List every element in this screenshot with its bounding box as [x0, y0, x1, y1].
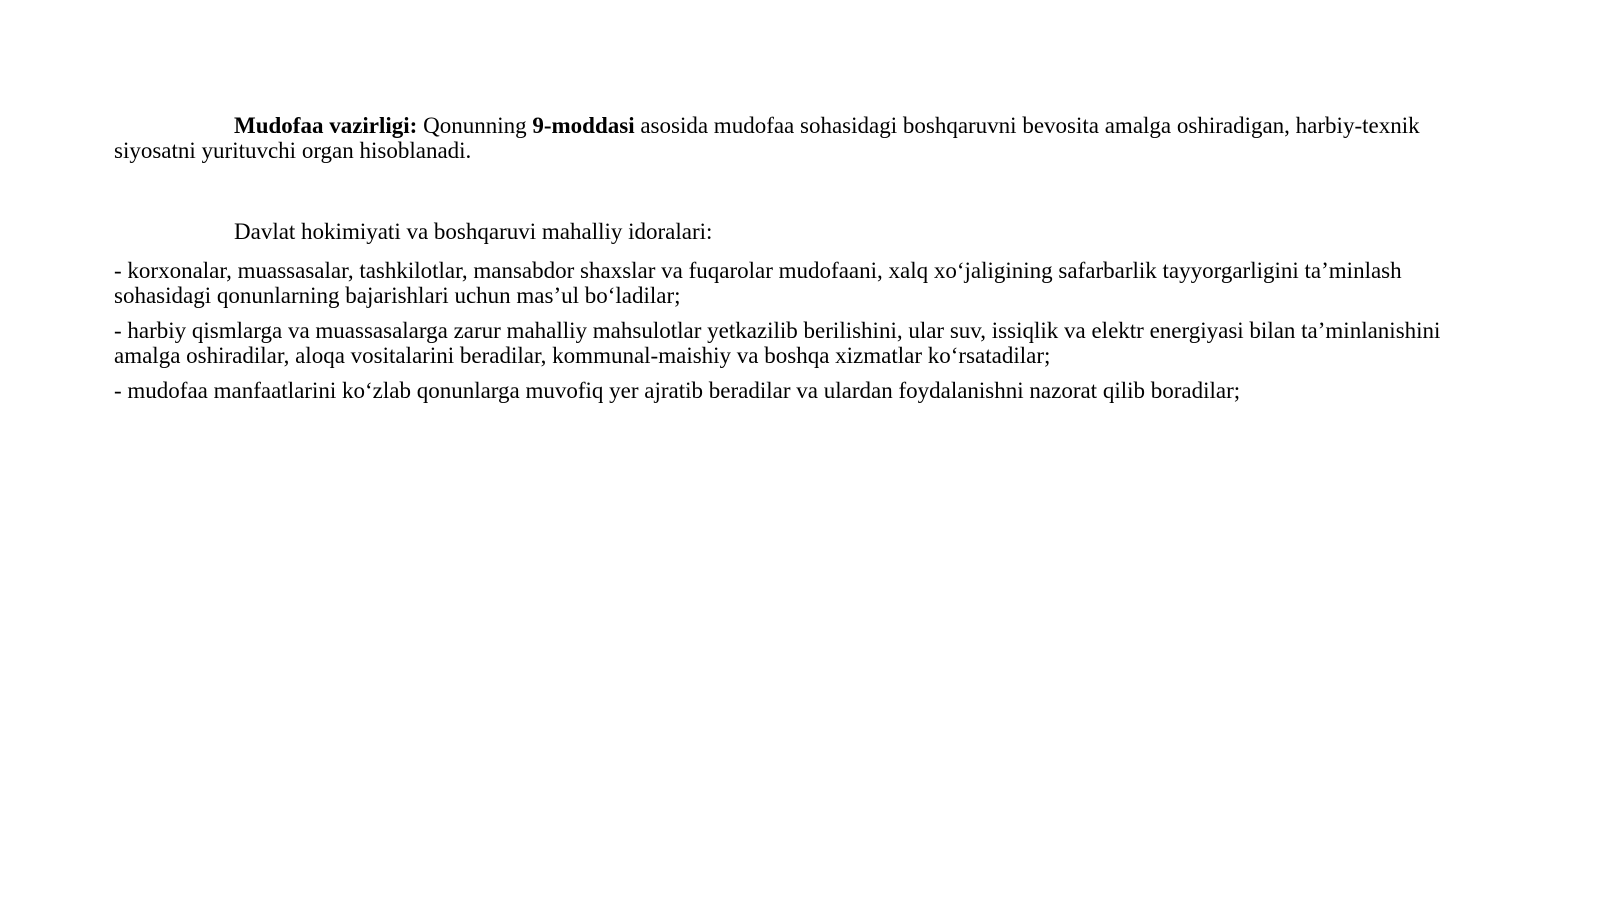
list-item: - harbiy qismlarga va muassasalarga zarur mahalliy mahsulotlar yetkazilib berilishini, ular suv, issiqlik va elektr energiyasi bilan ta’minlanishini amalga oshiradilar, aloqa vositalarini beradilar, kommunal-maishiy va boshqa xizmatlar ko‘rsatadilar;	[114, 318, 1441, 368]
article-reference: 9-moddasi	[532, 113, 635, 138]
paragraph-ministry-of-defense	[114, 113, 1484, 163]
list-item: - korxonalar, muassasalar, tashkilotlar, mansabdor shaxslar va fuqarolar mudofaani, xalq xo‘jaligining safarbarlik tayyorgarligini ta’minlash sohasidagi qonunlarning bajarishlari uchun mas’ul bo‘ladilar;	[114, 258, 1402, 308]
paragraph-text-part-1: Qonunning	[417, 113, 533, 138]
paragraph-text-part-2: asosida mudofaa sohasidagi boshqaruvni bevosita amalga oshiradigan, harbiy-texnik siyosatni yurituvchi organ hisoblanadi.	[114, 113, 1420, 163]
slide-text-body	[114, 113, 1484, 403]
section-heading: Davlat hokimiyati va boshqaruvi mahalliy idoralari:	[234, 219, 713, 244]
ministry-label: Mudofaa vazirligi:	[234, 113, 418, 138]
list-item: - mudofaa manfaatlarini ko‘zlab qonunlarga muvofiq yer ajratib beradilar va ulardan foydalanishni nazorat qilib boradilar;	[114, 378, 1241, 403]
